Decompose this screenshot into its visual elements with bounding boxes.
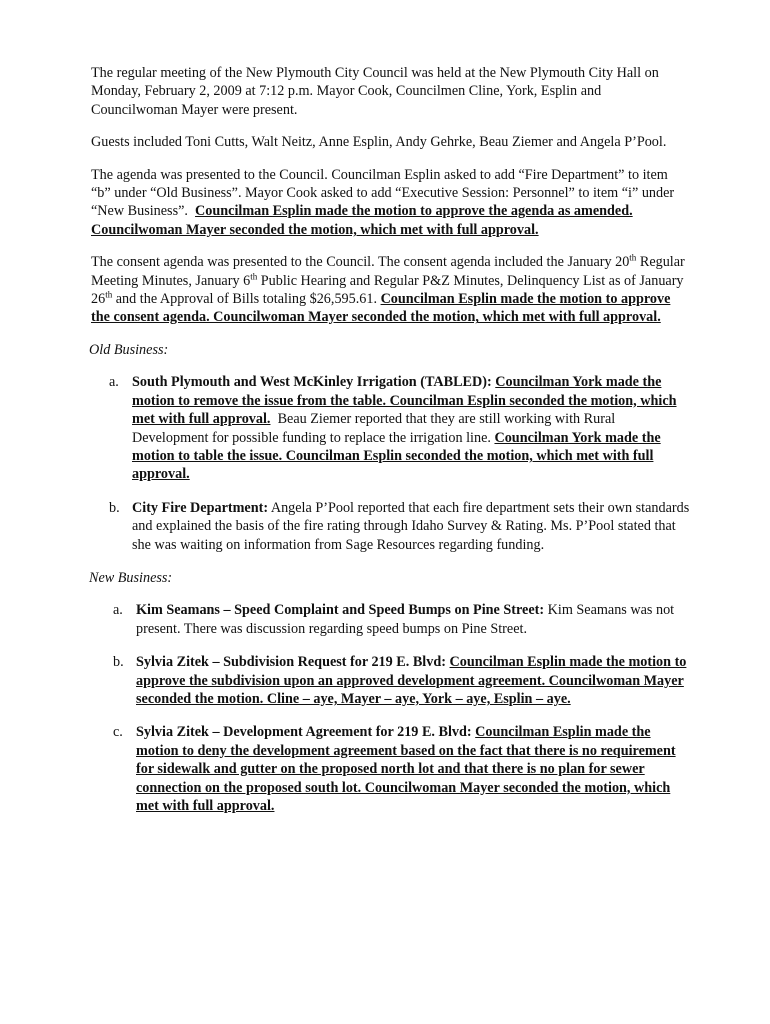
ordinal-suffix: th bbox=[105, 289, 113, 300]
list-item bbox=[91, 499, 691, 554]
item-text: Angela P’Pool reported that each fire department sets their own standards and explained the basis of the fire rating through Idaho Survey & Rating. Ms. P’Pool stated that she was waiting on information from Sage Resources regarding funding. bbox=[132, 499, 690, 553]
consent-text-part: The consent agenda was presented to the Council. The consent agenda included the January 20 bbox=[91, 254, 630, 271]
item-marker: b. bbox=[109, 499, 120, 516]
ordinal-suffix: th bbox=[250, 270, 258, 281]
item-title: Sylvia Zitek – Subdivision Request for 219 E. Blvd: bbox=[136, 654, 446, 671]
item-title: City Fire Department: bbox=[132, 499, 269, 516]
ordinal-suffix: th bbox=[629, 252, 637, 263]
guests-text: Guests included Toni Cutts, Walt Neitz, Anne Esplin, Andy Gehrke, Beau Ziemer and Angela P’Pool. bbox=[91, 134, 667, 151]
item-motion: Councilman Esplin made the motion to approve the subdivision upon an approved development agreement. Councilwoman Mayer seconded the motion. Cline – aye, Mayer – aye, York – aye, Esplin – aye. bbox=[136, 654, 687, 707]
old-business-list bbox=[91, 373, 691, 554]
item-motion: Councilman York made the motion to table the issue. Councilman Esplin seconded the motion, which met with full approval. bbox=[132, 429, 661, 483]
list-item bbox=[91, 373, 691, 483]
consent-agenda-paragraph bbox=[91, 253, 691, 327]
attendance-text: The regular meeting of the New Plymouth City Council was held at the New Plymouth City Hall on Monday, February 2, 2009 at 7:12 p.m. Mayor Cook, Councilmen Cline, York, Esplin and Councilwoman Mayer were present. bbox=[91, 65, 659, 118]
item-motion: Councilman Esplin made the motion to deny the development agreement based on the fact that there is no requirement for sidewalk and gutter on the proposed north lot and that there is no plan for sewer connection on the proposed south lot. Councilwoman Mayer seconded the motion, which met with full approval. bbox=[136, 724, 676, 814]
list-item bbox=[91, 601, 691, 638]
item-text: Beau Ziemer reported that they are still working with Rural Development for possible funding to replace the irrigation line. bbox=[132, 411, 616, 446]
item-marker: c. bbox=[113, 724, 123, 741]
minutes-document bbox=[91, 64, 691, 830]
guests-paragraph bbox=[91, 133, 691, 151]
agenda-motion: Councilman Esplin made the motion to approve the agenda as amended. Councilwoman Mayer seconded the motion, which met with full approval. bbox=[91, 203, 633, 238]
new-business-list bbox=[91, 601, 691, 815]
item-marker: b. bbox=[113, 654, 124, 671]
attendance-paragraph bbox=[91, 64, 691, 119]
item-marker: a. bbox=[113, 602, 123, 619]
item-title: South Plymouth and West McKinley Irrigation (TABLED): bbox=[132, 374, 492, 391]
item-title: Kim Seamans – Speed Complaint and Speed Bumps on Pine Street: bbox=[136, 602, 545, 619]
item-title: Sylvia Zitek – Development Agreement for 219 E. Blvd: bbox=[136, 724, 472, 741]
item-marker: a. bbox=[109, 374, 119, 391]
consent-text-part: Regular Meeting Minutes, January 6 bbox=[91, 254, 685, 289]
old-business-heading: Old Business: bbox=[89, 341, 169, 358]
list-item bbox=[91, 653, 691, 708]
list-item bbox=[91, 723, 691, 815]
agenda-text: The agenda was presented to the Council. Councilman Esplin asked to add “Fire Department” to item “b” under “Old Business”. Mayor Cook asked to add “Executive Session: Personnel” to item “i” under “New Business”. bbox=[91, 166, 675, 220]
item-text: Kim Seamans was not present. There was discussion regarding speed bumps on Pine Street. bbox=[136, 602, 675, 637]
item-motion: Councilman York made the motion to remove the issue from the table. Councilman Esplin seconded the motion, which met with full approval. bbox=[132, 374, 677, 428]
consent-text-part: Public Hearing and Regular P&Z Minutes, Delinquency List as of January 26 bbox=[91, 272, 684, 308]
consent-text-part: and the Approval of Bills totaling $26,595.61. bbox=[112, 291, 378, 308]
new-business-heading: New Business: bbox=[89, 569, 173, 586]
agenda-paragraph bbox=[91, 166, 691, 240]
consent-motion: Councilman Esplin made the motion to approve the consent agenda. Councilwoman Mayer seconded the motion, which met with full approval. bbox=[91, 291, 671, 326]
